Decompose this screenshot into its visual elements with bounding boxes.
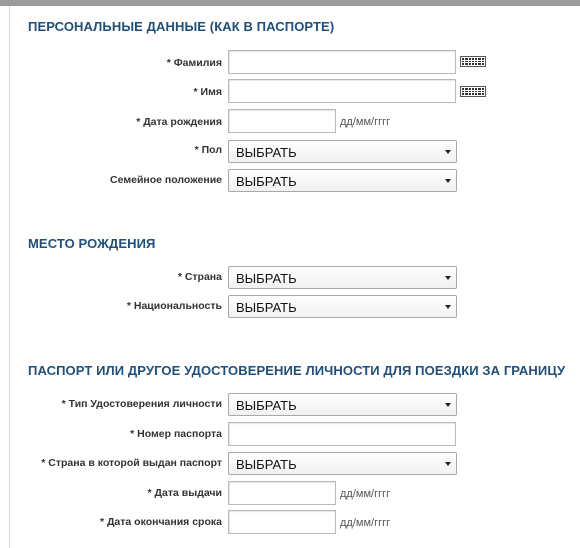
- issuing-country-select[interactable]: [228, 452, 457, 475]
- issue-date-input[interactable]: [228, 481, 336, 505]
- gender-label: * Пол: [194, 144, 222, 156]
- keyboard-icon[interactable]: [460, 86, 486, 97]
- passport-number-input[interactable]: [228, 422, 456, 446]
- chevron-down-icon: [445, 305, 451, 309]
- top-bar: [0, 0, 580, 6]
- marital-status-select[interactable]: [228, 169, 457, 192]
- issue-date-label: * Дата выдачи: [147, 487, 222, 499]
- keyboard-icon[interactable]: [460, 56, 486, 67]
- nationality-select[interactable]: [228, 295, 457, 318]
- section-title-passport: ПАСПОРТ ИЛИ ДРУГОЕ УДОСТОВЕРЕНИЕ ЛИЧНОСТИ ДЛЯ ПОЕЗДКИ ЗА ГРАНИЦУ: [28, 363, 566, 378]
- birth-country-select[interactable]: [228, 266, 457, 289]
- birth-date-input[interactable]: [228, 109, 336, 133]
- expiry-date-format-hint: дд/мм/гггг: [340, 517, 391, 529]
- left-divider: [9, 6, 10, 548]
- issuing-country-label: * Страна в которой выдан паспорт: [41, 457, 222, 469]
- chevron-down-icon: [445, 150, 451, 154]
- document-type-label: * Тип Удостоверения личности: [61, 398, 222, 410]
- birth-date-label: * Дата рождения: [136, 116, 222, 128]
- gender-select[interactable]: [228, 140, 457, 163]
- name-label: * Имя: [193, 86, 222, 98]
- gender-select-value: ВЫБРАТЬ: [236, 145, 297, 160]
- expiry-date-label: * Дата окончания срока: [99, 516, 222, 528]
- surname-label: * Фамилия: [166, 57, 222, 69]
- document-type-select-value: ВЫБРАТЬ: [236, 398, 297, 413]
- name-input[interactable]: [228, 79, 456, 103]
- birth-country-label: * Страна: [177, 271, 222, 283]
- marital-status-select-value: ВЫБРАТЬ: [236, 174, 297, 189]
- surname-input[interactable]: [228, 50, 456, 74]
- nationality-select-value: ВЫБРАТЬ: [236, 300, 297, 315]
- issuing-country-select-value: ВЫБРАТЬ: [236, 457, 297, 472]
- chevron-down-icon: [445, 403, 451, 407]
- issue-date-format-hint: дд/мм/гггг: [340, 488, 391, 500]
- chevron-down-icon: [445, 462, 451, 466]
- section-title-birthplace: МЕСТО РОЖДЕНИЯ: [28, 236, 156, 251]
- birth-date-format-hint: дд/мм/гггг: [340, 116, 391, 128]
- document-type-select[interactable]: [228, 393, 457, 416]
- marital-status-label: Семейное положение: [110, 174, 222, 186]
- chevron-down-icon: [445, 179, 451, 183]
- section-title-personal: ПЕРСОНАЛЬНЫЕ ДАННЫЕ (КАК В ПАСПОРТЕ): [28, 19, 335, 34]
- passport-number-label: * Номер паспорта: [130, 428, 222, 440]
- birth-country-select-value: ВЫБРАТЬ: [236, 271, 297, 286]
- nationality-label: * Национальность: [126, 300, 222, 312]
- chevron-down-icon: [445, 276, 451, 280]
- expiry-date-input[interactable]: [228, 510, 336, 534]
